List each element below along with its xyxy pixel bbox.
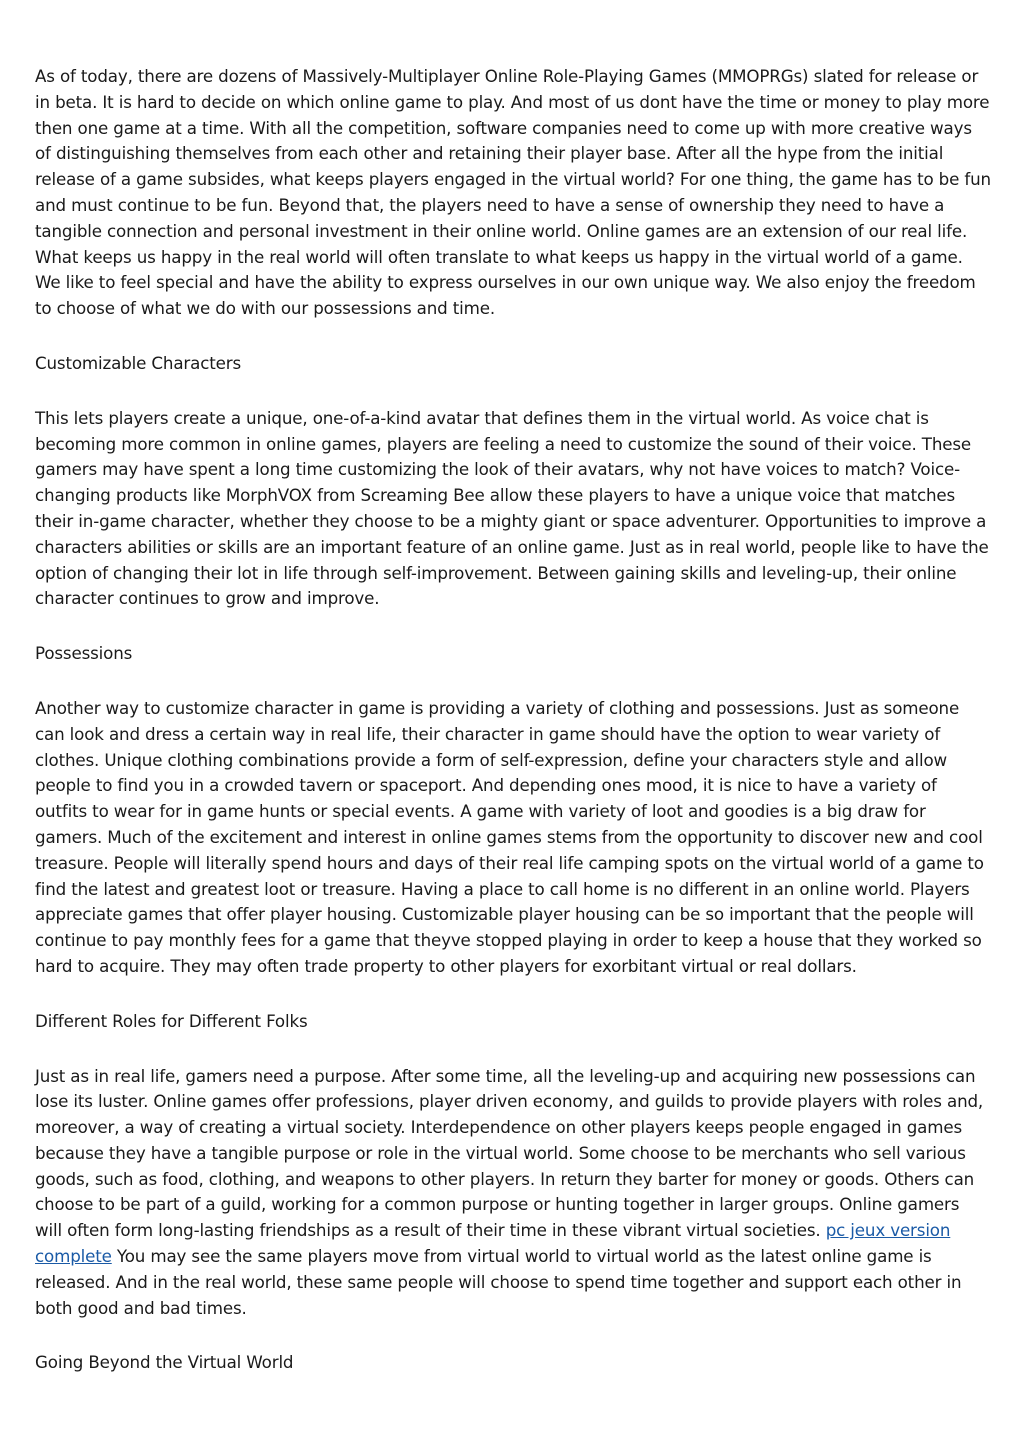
heading-customizable-characters: Customizable Characters <box>35 352 241 373</box>
heading-possessions: Possessions <box>35 643 133 664</box>
different-roles-text-before-link: Just as in real life, gamers need a purpose. After some time, all the leveling-up and acquiring new possessions can lose its luster. Online games offer professions, player driven economy, and guilds to provide players with roles and, moreover, a way of creating a virtual society. Interdependence on other players keeps people engaged in games because they have a tangible purpose or role in the virtual world. Some choose to be merchants who sell various goods, such as food, clothing, and weapons to other players. In return they barter for money or goods. Others can choose to be part of a guild, working for a common purpose or hunting together in larger groups. Online gamers will often form long-lasting friendships as a result of their time in these vibrant virtual societies. <box>35 1065 984 1241</box>
heading-going-beyond: Going Beyond the Virtual World <box>35 1352 294 1373</box>
intro-paragraph: As of today, there are dozens of Massively-Multiplayer Online Role-Playing Games (MMOPRGs) slated for release or in beta. It is hard to decide on which online game to play. And most of us dont have the time or money to play more then one game at a time. With all the competition, software companies need to come up with more creative ways of distinguishing themselves from each other and retaining their player base. After all the hype from the initial release of a game subsides, what keeps players engaged in the virtual world? For one thing, the game has to be fun and must continue to be fun. Beyond that, the players need to have a sense of ownership they need to have a tangible connection and personal investment in their online world. Online games are an extension of our real life. What keeps us happy in the real world will often translate to what keeps us happy in the virtual world of a game. We like to feel special and have the ability to express ourselves in our own unique way. We also enjoy the freedom to choose of what we do with our possessions and time. <box>35 66 991 319</box>
document-body <box>35 64 991 1405</box>
different-roles-text-after-link: You may see the same players move from virtual world to virtual world as the latest online game is released. And in the real world, these same people will choose to spend time together and support each other in both good and bad times. <box>35 1246 962 1318</box>
possessions-paragraph: Another way to customize character in game is providing a variety of clothing and possessions. Just as someone can look and dress a certain way in real life, their character in game should have the option to wear variety of clothes. Unique clothing combinations provide a form of self-expression, define your characters style and allow people to find you in a crowded tavern or spaceport. And depending ones mood, it is nice to have a variety of outfits to wear for in game hunts or special events. A game with variety of loot and goodies is a big draw for gamers. Much of the excitement and interest in online games stems from the opportunity to discover new and cool treasure. People will literally spend hours and days of their real life camping spots on the virtual world of a game to find the latest and greatest loot or treasure. Having a place to call home is no different in an online world. Players appreciate games that offer player housing. Customizable player housing can be so important that the people will continue to pay monthly fees for a game that theyve stopped playing in order to keep a house that they worked so hard to acquire. They may often trade property to other players for exorbitant virtual or real dollars. <box>35 697 984 976</box>
customizable-characters-paragraph: This lets players create a unique, one-of-a-kind avatar that defines them in the virtual world. As voice chat is becoming more common in online games, players are feeling a need to customize the sound of their voice. These gamers may have spent a long time customizing the look of their avatars, why not have voices to match? Voice-changing products like MorphVOX from Screaming Bee allow these players to have a unique voice that matches their in-game character, whether they choose to be a mighty giant or space adventurer. Opportunities to improve a characters abilities or skills are an important feature of an online game. Just as in real world, people like to have the option of changing their lot in life through self-improvement. Between gaining skills and leveling-up, their online character continues to grow and improve. <box>35 407 989 609</box>
heading-different-roles: Different Roles for Different Folks <box>35 1010 308 1031</box>
pc-jeux-link[interactable]: pc jeux version complete <box>35 1220 951 1267</box>
different-roles-paragraph <box>35 1064 991 1322</box>
